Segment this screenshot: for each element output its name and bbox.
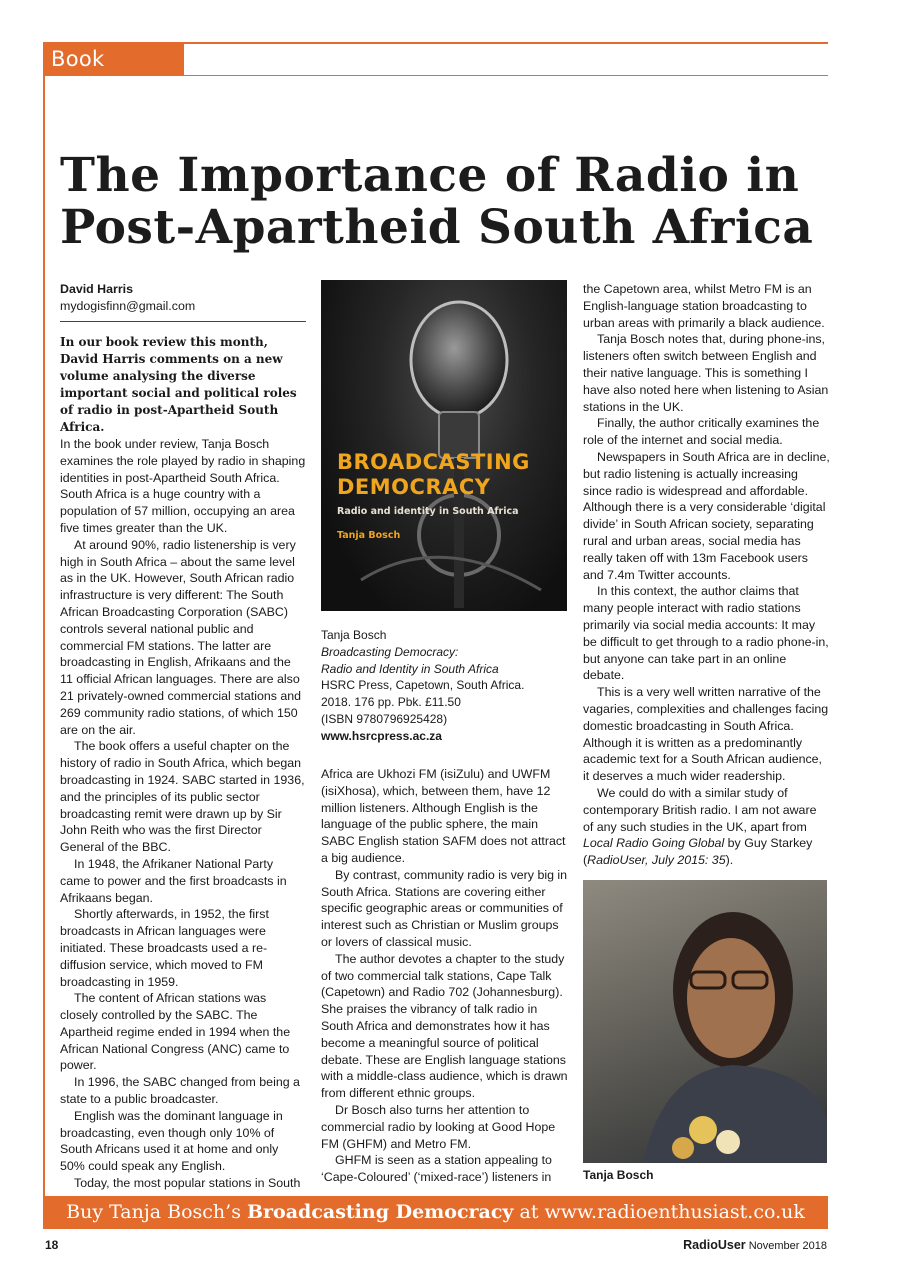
paragraph: In 1996, the SABC changed from being a state to a public broadcaster. [60,1075,300,1107]
paragraph: Dr Bosch also turns her attention to commercial radio by looking at Good Hope FM (GHFM) and Metro FM. [321,1102,556,1151]
cover-subtitle: Radio and identity in South Africa [337,506,519,517]
paragraph: Africa are Ukhozi FM (isiZulu) and UWFM (isiXhosa), which, between them, have 12 million listeners. Although English is the language of the public sphere, the main SABC English station SAFM does not attract a big audience. [321,767,566,865]
issue-date: November 2018 [748,1240,827,1252]
paragraph: Tanja Bosch notes that, during phone-ins, listeners often switch between English and their native language. This is something I have also noted here when listening to Asian stations in the UK. [583,332,829,414]
author-divider [60,321,306,322]
paragraph: This is a very well written narrative of the vagaries, complexities and challenges facing domestic broadcasting in South Africa. Although it is written as a predominantly academic text for a South African audience, it deserves a much wider readership. [583,685,829,784]
magazine-footer [683,1238,827,1252]
cover-author: Tanja Bosch [337,530,401,541]
paragraph: In 1948, the Afrikaner National Party came to power and the first broadcasts in Afrikaans began. [60,856,287,905]
paragraph: the Capetown area, whilst Metro FM is an English-language station broadcasting to urban areas with primarily a black audience. [583,282,825,330]
paragraph-final: We could do with a similar study of contemporary British radio. I am not aware of any such studies in the UK, apart from Local Radio Going Global by Guy Starkey (RadioUser, July 2015: 35). [583,785,817,868]
promo-book-title: Broadcasting Democracy [246,1201,514,1223]
paragraph: English was the dominant language in broadcasting, even though only 10% of South Africans used it at home and only 50% could speak any English. [60,1108,283,1174]
promo-banner[interactable]: Buy Tanja Bosch’s Broadcasting Democracy at www.radioenthusiast.co.uk [43,1196,828,1229]
paragraph: Finally, the author critically examines the role of the internet and social media. [583,416,820,448]
author-photo [583,880,827,1163]
author-email[interactable]: mydogisfinn@gmail.com [60,299,196,313]
paragraph: In this context, the author claims that many people interact with radio stations primarily via social media accounts: It may be difficult to get through to a radio phone-in, but anyone can take part in an online debate. [583,584,829,683]
paragraph: The author devotes a chapter to the study of two commercial talk stations, Cape Talk (Capetown) and Radio 702 (Johannesburg). She praises the vibrancy of talk radio in South Africa and demonstrates how it has become a meaningful source of political debate. These are English language stations with a middle-class audience, which is drawn from different ethnic groups. [321,951,568,1101]
book-isbn: (ISBN 9780796925428) [321,711,448,726]
paragraph: Newspapers in South Africa are in decline, but radio listening is actually increasing since radio is widespread and affordable. Although there is a very considerable ‘digital divide’ in South African society, separating rural and urban areas, social media has really taken off with 13m Facebook users and 7.4m Twitter accounts. [583,449,830,582]
author-name: David Harris [60,282,134,296]
title-line-1: The Importance of Radio in [60,148,800,203]
left-border [43,42,45,1228]
paragraph: At around 90%, radio listenership is very high in South Africa – about the same level as in the UK. However, South African radio infrastructure is very different: The South African Broadcasting Corporation (SABC) controls several national public and commercial FM stations. The latter are broadcasting in English, Afrikaans and the 11 official African languages. There are also 21 privately-owned commercial stations and 269 community radio stations, of which 150 are on the air. [60,537,302,737]
microphone-icon [321,280,567,611]
publisher-link[interactable]: www.hsrcpress.ac.za [321,728,442,743]
book-subtitle: Radio and Identity in South Africa [321,661,499,676]
portrait-icon [583,880,827,1163]
paragraph: Shortly afterwards, in 1952, the first broadcasts in African languages were initiated. These broadcasts used a re-diffusion service, which moved to FM broadcasting in 1959. [60,907,269,989]
paragraph: By contrast, community radio is very big in South Africa. Stations are covering either specific geographic areas or communities of interest such as Christian or Muslim groups or lovers of classical music. [321,867,568,949]
book-author: Tanja Bosch [321,628,387,642]
column-3 [583,281,830,869]
article-title [60,150,860,254]
photo-caption: Tanja Bosch [583,1168,654,1182]
title-line-2: Post-Apartheid South Africa [60,200,814,255]
cited-reference: RadioUser, July 2015: 35 [587,853,726,868]
magazine-name: RadioUser [683,1238,746,1252]
paragraph: In the book under review, Tanja Bosch examines the role played by radio in shaping identities in post-Apartheid South Africa. South Africa is a huge country with a population of 57 million, occupying an area five times greater than the UK. [60,437,306,535]
top-rule-secondary [184,75,828,76]
page-number: 18 [45,1238,59,1252]
book-cover-image [321,280,567,611]
paragraph: The content of African stations was closely controlled by the SABC. The Apartheid regime ended in 1994 when the African National Congress (ANC) came to power. [60,991,291,1073]
column-1 [60,281,306,1192]
paragraph: The book offers a useful chapter on the history of radio in South Africa, which began broadcasting in 1924. SABC started in 1936, and the principles of its public sector broadcasting remit were drawn up by Sir John Reith who was the first Director General of the BBC. [60,739,305,855]
paragraph: Today, the most popular stations in South [74,1176,301,1191]
section-tag: Book Review [43,42,184,76]
book-title: Broadcasting Democracy: [321,644,459,659]
paragraph: GHFM is seen as a station appealing to ‘Cape-Coloured’ (‘mixed-race’) listeners in [321,1153,552,1185]
column-2 [321,766,569,1186]
standfirst: In our book review this month, David Harris comments on a new volume analysing the diverse important social and political roles of radio in post-Apartheid South Africa. [60,335,297,434]
cited-book: Local Radio Going Global [583,836,725,851]
book-pub-details: 2018. 176 pp. Pbk. £11.50 [321,695,461,710]
cover-title: BROADCASTING DEMOCRACY [337,450,530,499]
book-publisher: HSRC Press, Capetown, South Africa. [321,678,525,693]
book-details [321,627,571,745]
